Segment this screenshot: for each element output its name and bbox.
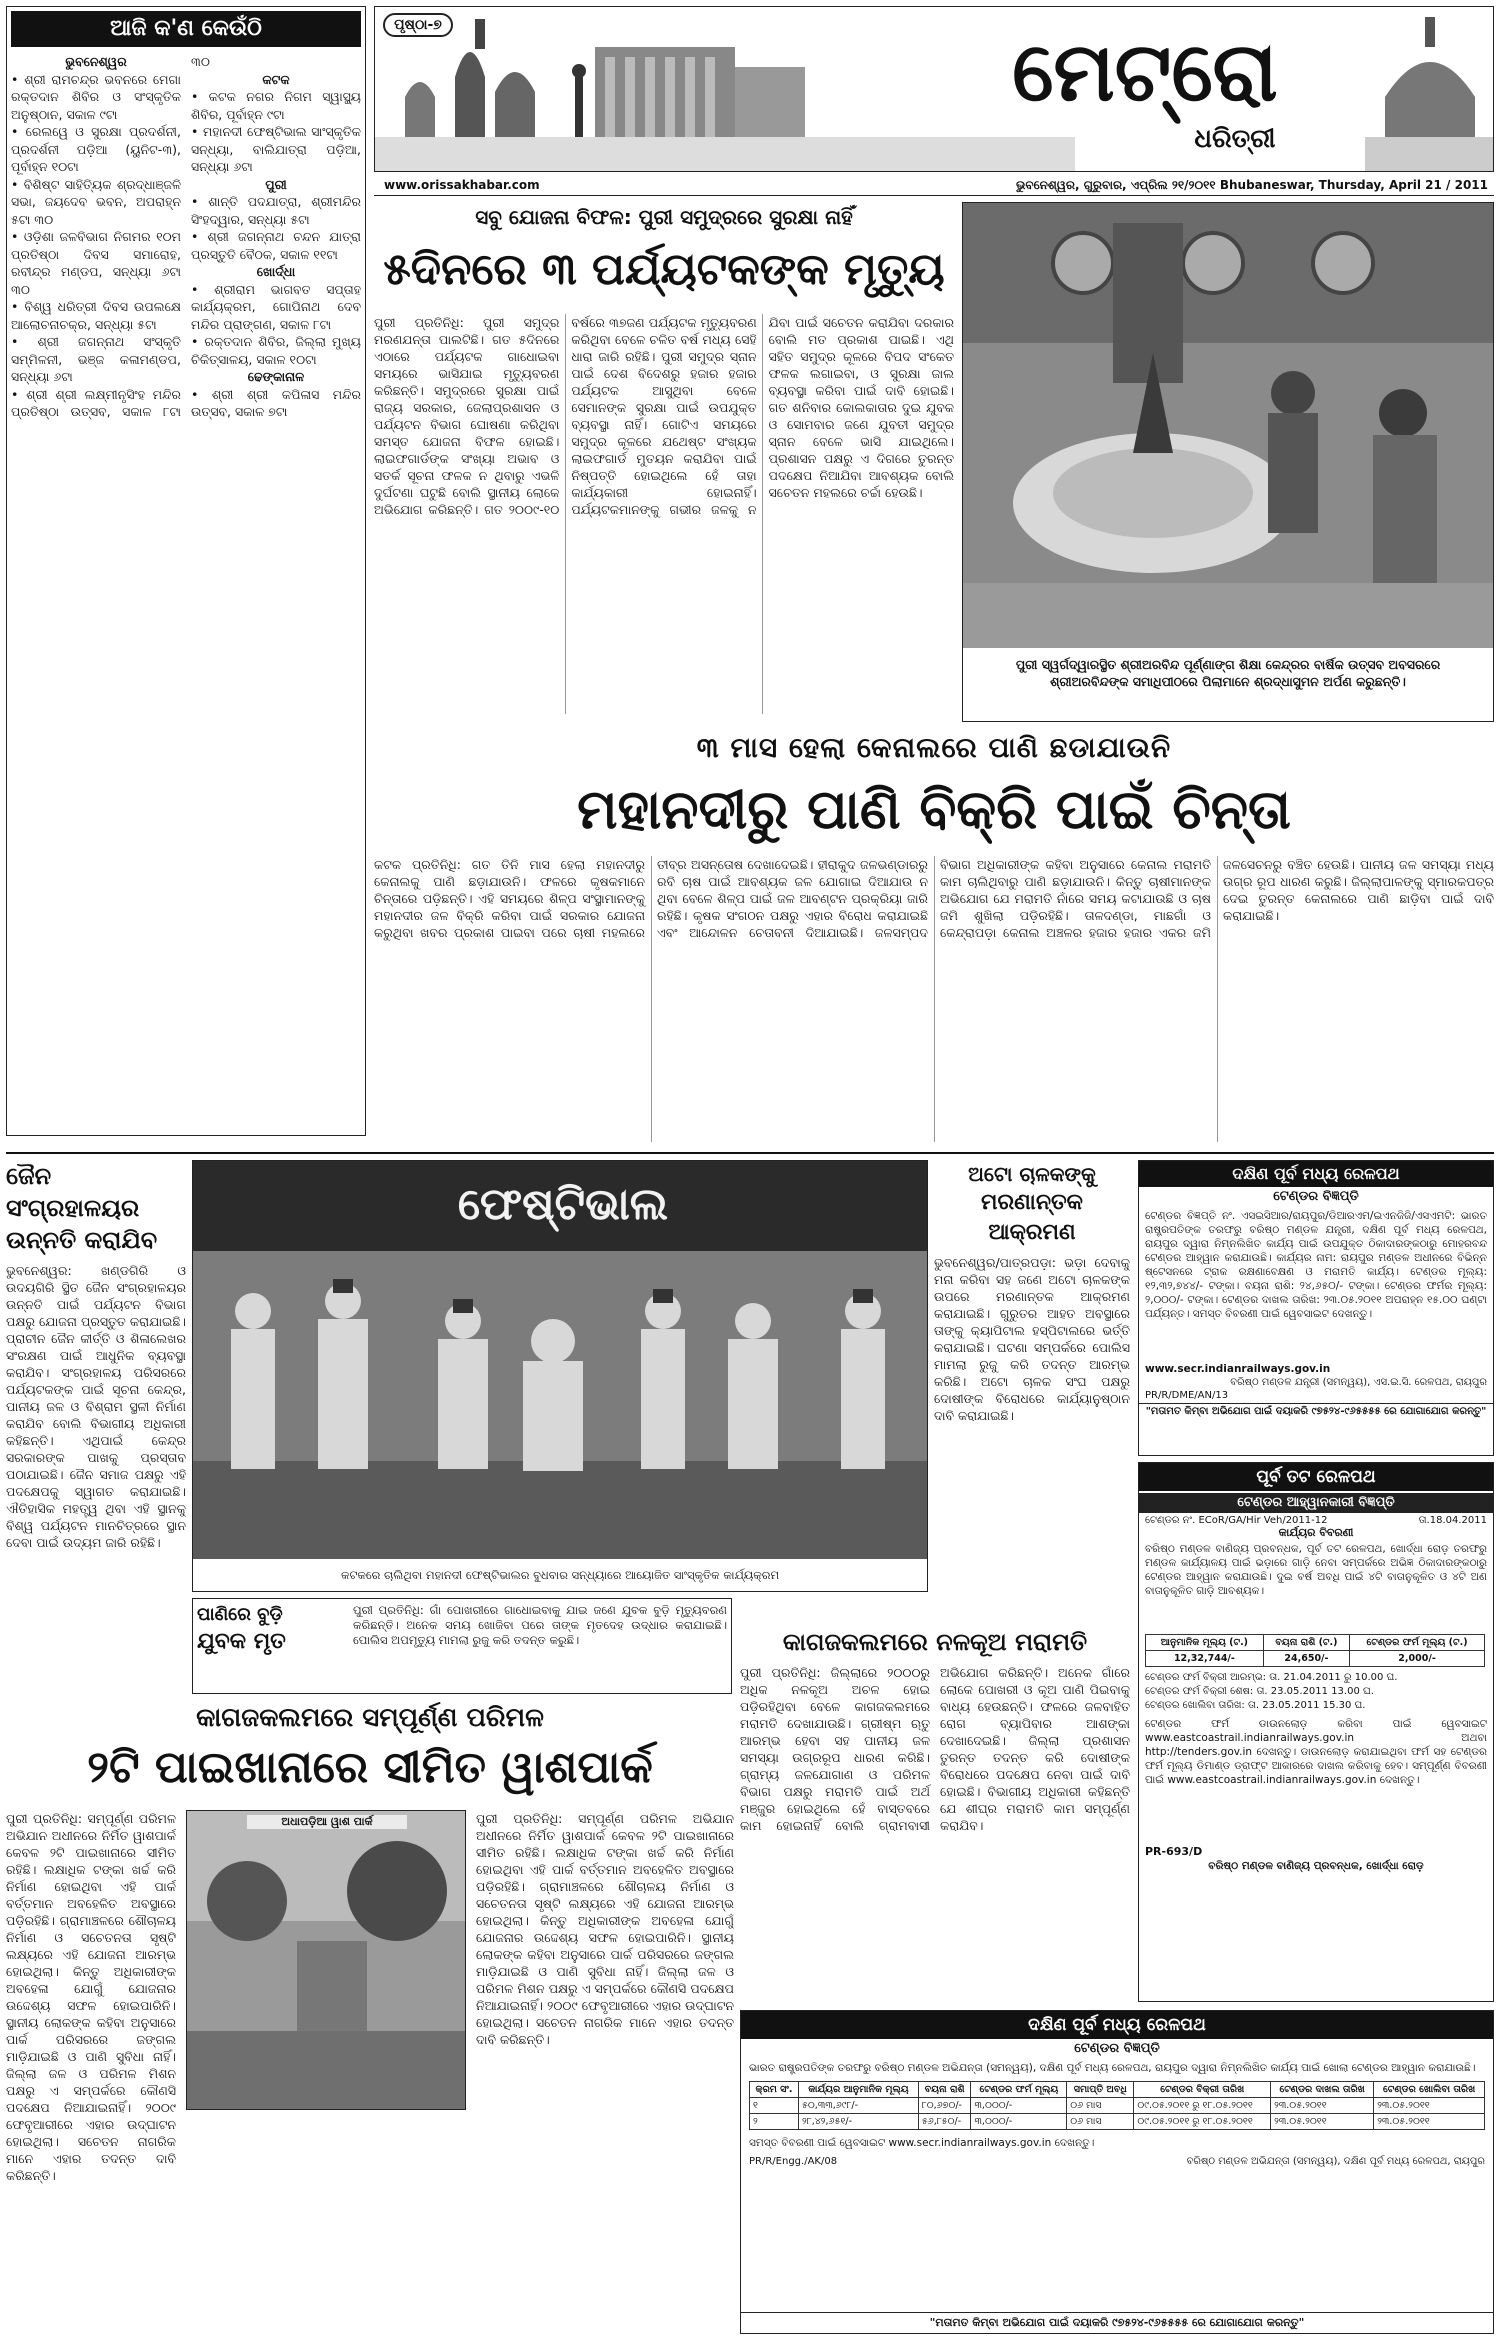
rail-ad3-header-cell: କାର୍ଯ୍ୟର ଆନୁମାନିକ ମୂଲ୍ୟ xyxy=(799,2082,919,2098)
events-city-heading: ଭୁବନେଶ୍ୱର xyxy=(65,54,127,69)
washpark-photo-label: ଅଧାପଡ଼ିଆ ୱାଶ ପାର୍କ xyxy=(247,1815,407,1829)
rail-ad2-fee-table xyxy=(1145,1634,1485,1667)
rail-ad3-note: ସମସ୍ତ ବିବରଣୀ ପାଇଁ ୱେବସାଇଟ www.secr.indianrailways.gov.in ଦେଖନ୍ତୁ। xyxy=(749,2137,1095,2149)
section-divider xyxy=(6,1152,1494,1154)
events-item: • ଶ୍ରୀ ଜଗନ୍ନାଥ ସଂସ୍କୃତି ସମ୍ମିଳନୀ, ଭଞ୍ଜ କଳାମଣ୍ଡପ, ସନ୍ଧ୍ୟା ୬ଟା xyxy=(11,334,181,384)
festival-photo xyxy=(192,1160,928,1592)
events-item: • ମହାନଦୀ ଫେଷ୍ଟିଭାଲ ସାଂସ୍କୃତିକ ସନ୍ଧ୍ୟା, ବାଲିଯାତ୍ରା ପଡ଼ିଆ, ସନ୍ଧ୍ୟା ୬ଟା xyxy=(191,124,361,174)
rail-ad3-cell: ୨୩.୦୫.୨୦୧୧ xyxy=(1374,2098,1485,2114)
sanitation-story-body-text: ପୁରୀ ପ୍ରତିନିଧି: ସମ୍ପୂର୍ଣ୍ଣ ପରିମଳ ଅଭିଯାନ ଅଧୀନରେ ନିର୍ମିତ ୱାଶପାର୍କ କେବଳ ୨ଟି ପାଇଖାନାରେ ସୀମିତ ରହିଛି। ଲକ୍ଷାଧିକ ଟଙ୍କା ଖର୍ଚ୍ଚ କରି ନିର୍ମାଣ ହୋଇଥିବା ଏହି ପାର୍କ ବର୍ତ୍ତମାନ ଅବହେଳିତ ଅବସ୍ଥାରେ ପଡ଼ିରହିଛି। ଗ୍ରାମାଞ୍ଚଳରେ ଶୌଚାଳୟ ନିର୍ମାଣ ଓ ସଚେତନତା ସୃଷ୍ଟି ଲକ୍ଷ୍ୟରେ ଏହି ଯୋଜନା ଆରମ୍ଭ ହୋଇଥିଲା। କିନ୍ତୁ ଅଧିକାରୀଙ୍କ ଅବହେଳା ଯୋଗୁଁ ଯୋଜନାର ଉଦ୍ଦେଶ୍ୟ ସଫଳ ହୋଇପାରିନି। ସ୍ଥାନୀୟ ଲୋକଙ୍କ କହିବା ଅନୁସାରେ ପାର୍କ ପରିସରରେ ଜଙ୍ଗଲ ମାଡ଼ିଯାଇଛି ଓ ପାଣି ସୁବିଧା ନାହିଁ। ଜିଲ୍ଲା ଜଳ ଓ ପରିମଳ ମିଶନ ପକ୍ଷରୁ ଏ ସମ୍ପର୍କରେ କୌଣସି ପଦକ୍ଷେପ ନିଆଯାଇନାହିଁ। ୨୦୦୯ ଫେବୃଆରୀରେ ଏହାର ଉଦ୍‌ଘାଟନ ହୋଇଥିଲା। ସଚେତନ ନାଗରିକ ମାନେ ଏହାର ତଦନ୍ତ ଦାବି କରିଛନ୍ତି। xyxy=(476,1811,734,2047)
rail-ad2-ref: PR-693/D xyxy=(1145,1845,1203,1858)
ceremony-photo xyxy=(963,203,1493,648)
drown-story-heading xyxy=(197,1603,347,1657)
rail-ad2-work-title: କାର୍ଯ୍ୟର ବିବରଣୀ xyxy=(1278,1526,1354,1539)
rail-ad1-subheader: ଟେଣ୍ଡର ବିଜ୍ଞପ୍ତି xyxy=(1273,1189,1359,1204)
masthead xyxy=(374,6,1494,172)
events-item: • ଶାନ୍ତି ପଦଯାତ୍ରା, ଶ୍ରୀମନ୍ଦିର ସିଂହଦ୍ୱାର, ସନ୍ଧ୍ୟା ୫ଟା xyxy=(191,194,361,227)
rail-ad1-body: ଟେଣ୍ଡର ବିଜ୍ଞପ୍ତି ନଂ. ଏସଇସିଆର/ରାୟପୁର/ଡିଆରଏମ/ଇଏନଜିଜି/ଏସଏମଟି: ଭାରତ ରାଷ୍ଟ୍ରପତିଙ୍କ ତରଫରୁ ବରିଷ୍ଠ ମଣ୍ଡଳ ଯନ୍ତ୍ରୀ, ଦକ୍ଷିଣ ପୂର୍ବ ମଧ୍ୟ ରେଳପଥ, ରାୟପୁର ଦ୍ୱାରା ନିମ୍ନଲିଖିତ କାର୍ଯ୍ୟ ପାଇଁ ଉପଯୁକ୍ତ ଠିକାଦାରଙ୍କଠାରୁ ମୋହରବନ୍ଦ ଟେଣ୍ଡର ଆହ୍ୱାନ କରାଯାଉଛି। କାର୍ଯ୍ୟର ନାମ: ରାୟପୁର ମଣ୍ଡଳ ଅଧୀନରେ ବିଭିନ୍ନ ଷ୍ଟେସନରେ ଟ୍ରାକ ରକ୍ଷଣାବେକ୍ଷଣ ଓ ମରାମତି କାର୍ଯ୍ୟ। ଟେଣ୍ଡର ମୂଲ୍ୟ: ୧୨,୩୨,୭୪୪/- ଟଙ୍କା। ବୟନା ରାଶି: ୨୪,୬୫୦/- ଟଙ୍କା। ଟେଣ୍ଡର ଫର୍ମର ମୂଲ୍ୟ: ୨,୦୦୦/- ଟଙ୍କା। ଟେଣ୍ଡର ଦାଖଲ ତାରିଖ: ୨୩.୦୫.୨୦୧୧ ଅପରାହ୍ନ ୧୫.୦୦ ଘଣ୍ଟା ପର୍ଯ୍ୟନ୍ତ। ସମସ୍ତ ବିବରଣୀ ପାଇଁ ୱେବସାଇଟ ଦେଖନ୍ତୁ। xyxy=(1145,1210,1487,1320)
rail-ad3-ref: PR/R/Engg./AK/08 xyxy=(749,2156,838,2167)
sanitation-story-headline: ୨ଟି ପାଇଖାନାରେ ସୀମିତ ୱାଶପାର୍କ xyxy=(87,1742,653,1793)
table-row xyxy=(750,2098,1485,2114)
rail-ad3-cell: ୫୦,୩୩,୬୯୮/- xyxy=(799,2098,919,2114)
events-city-heading: ପୁରୀ xyxy=(265,176,287,192)
rail-ad2-header: ପୂର୍ବ ତଟ ରେଳପଥ xyxy=(1139,1463,1493,1491)
canal-story-headline: ମହାନଦୀରୁ ପାଣି ବିକ୍ରି ପାଇଁ ଚିନ୍ତା xyxy=(577,777,1291,841)
events-city-heading: ଢେଙ୍କାନାଳ xyxy=(247,369,305,384)
drown-story xyxy=(192,1598,732,1694)
rail-ad3-cell: ୦୯.୦୫.୨୦୧୧ ରୁ ୧୮.୦୫.୨୦୧୧ xyxy=(1134,2114,1271,2130)
rail-ad3-cell: ୦୯.୦୫.୨୦୧୧ ରୁ ୧୮.୦୫.୨୦୧୧ xyxy=(1134,2098,1271,2114)
events-item: • ଶ୍ରୀ ଶ୍ରୀ କପିଳାସ ମନ୍ଦିର ଉତ୍ସବ, ସକାଳ ୭ଟା xyxy=(191,386,361,419)
rail-ad3-footer: "ମତାମତ କିମ୍ବା ଅଭିଯୋଗ ପାଇଁ ଦୟାକରି ୯୭୫୨୪-୯୬୫୫୫୫ ରେ ଯୋଗାଯୋଗ କରନ୍ତୁ" xyxy=(741,2312,1493,2333)
auto-story xyxy=(934,1160,1130,1620)
events-item: • ରକ୍ତଦାନ ଶିବିର, ଜିଲ୍ଲା ମୁଖ୍ୟ ଚିକିତ୍ସାଳୟ, ସକାଳ ୧୦ଟା xyxy=(191,334,361,367)
rail-ad3-cell: ୨୩.୦୫.୨୦୧୧ xyxy=(1271,2114,1374,2130)
events-column xyxy=(6,6,366,1136)
events-body xyxy=(11,53,361,421)
rail-ad3-cell: ୮୦,୬୭୦/- xyxy=(918,2098,971,2114)
rail-ad2-subheader: ଟେଣ୍ଡର ଆହ୍ୱାନକାରୀ ବିଜ୍ଞପ୍ତି xyxy=(1139,1493,1493,1513)
washpark-photo xyxy=(186,1810,466,2110)
rail-ad3-cell: ୩,୦୦୦/- xyxy=(971,2114,1067,2130)
festival-banner-text: ଫେଷ୍ଟିଭାଲ xyxy=(457,1179,669,1230)
events-item: • ଶ୍ରୀ ଜଗନ୍ନାଥ ଚନ୍ଦନ ଯାତ୍ରା ପ୍ରସ୍ତୁତି ବୈଠକ, ସକାଳ ୧୧ଟା xyxy=(191,229,361,262)
website-label[interactable]: www.orissakhabar.com xyxy=(384,178,540,192)
sanitation-story xyxy=(6,1700,734,2330)
rail-ad3-header-cell: ଟେଣ୍ଡର ଫର୍ମ ମୂଲ୍ୟ xyxy=(971,2082,1067,2098)
jain-story-headline: ଜୈନ ସଂଗ୍ରହାଳୟର ଉନ୍ନତି କରାଯିବ xyxy=(6,1162,158,1254)
drain-story-body: ପୁରୀ ପ୍ରତିନିଧି: ଜିଲ୍ଲାରେ ୨୦୦୦ରୁ ଅଧିକ ନଳକୂଅ ଅଚଳ ହୋଇ ପଡ଼ିରହିଥିବା ବେଳେ କାଗଜକଲମରେ ମରାମତି ଦେଖାଯାଉଛି। ଗ୍ରୀଷ୍ମ ଋତୁ ଆରମ୍ଭ ହେବା ସହ ପାନୀୟ ଜଳ ସମସ୍ୟା ଉଗ୍ରରୂପ ଧାରଣ କରିଛି। ଗ୍ରାମ୍ୟ ଜଳଯୋଗାଣ ଓ ପରିମଳ ବିଭାଗ ପକ୍ଷରୁ ମରାମତି ପାଇଁ ଅର୍ଥ ମଞ୍ଜୁର ହୋଇଥିଲେ ହେଁ ବାସ୍ତବରେ କାମ ହୋଇନାହିଁ ବୋଲି ଗ୍ରାମବାସୀ ଅଭିଯୋଗ କରିଛନ୍ତି। ଅନେକ ଗାଁରେ ଲୋକେ ପୋଖରୀ ଓ କୂଅ ପାଣି ପିଇବାକୁ ବାଧ୍ୟ ହେଉଛନ୍ତି। ଫଳରେ ଜଳବାହିତ ରୋଗ ବ୍ୟାପିବାର ଆଶଙ୍କା ଦେଖାଦେଇଛି। ଜିଲ୍ଲା ପ୍ରଶାସନ ତୁରନ୍ତ ତଦନ୍ତ କରି ଦୋଷୀଙ୍କ ବିରୋଧରେ ପଦକ୍ଷେପ ନେବା ପାଇଁ ଦାବି ହୋଇଛି। ବିଭାଗୀୟ ଅଧିକାରୀ କହିଛନ୍ତି ଯେ ଶୀଘ୍ର ମରାମତି କାମ ସମ୍ପୂର୍ଣ୍ଣ କରାଯିବ। xyxy=(740,1665,1130,1833)
rail-ad3-table xyxy=(749,2081,1485,2130)
rail-ad2-dates xyxy=(1139,1669,1493,1715)
rail-ad3-cell: ୨୮,୪୨,୬୫୧/- xyxy=(799,2114,919,2130)
lead-story-body: ପୁରୀ ପ୍ରତିନିଧି: ପୁରୀ ସମୁଦ୍ର ମରଣଯନ୍ତା ପାଲଟିଛି। ଗତ ୫ଦିନରେ ଏଠାରେ ପର୍ଯ୍ୟଟକ ଗାଧୋଇବା ସମୟରେ ଭାସିଯାଇ ମୃତ୍ୟୁବରଣ କରିଛନ୍ତି। ସମୁଦ୍ରରେ ସୁରକ୍ଷା ପାଇଁ ରାଜ୍ୟ ସରକାର, ଜେଲାପ୍ରଶାସନ ଓ ପର୍ଯ୍ୟଟନ ବିଭାଗ ଘୋଷଣା କରିଥିବା ସମସ୍ତ ଯୋଜନା ବିଫଳ ହୋଇଛି। ଲାଇଫଗାର୍ଡଙ୍କ ସଂଖ୍ୟା ଅଭାବ ଓ ସତର୍କ ସୂଚନା ଫଳକ ନ ଥିବାରୁ ଏଭଳି ଦୁର୍ଘଟଣା ଘଟୁଛି ବୋଲି ସ୍ଥାନୀୟ ଲୋକେ ଅଭିଯୋଗ କରିଛନ୍ତି। ଗତ ୨୦୦୯-୧୦ ବର୍ଷରେ ୩୭ଜଣ ପର୍ଯ୍ୟଟକ ମୃତ୍ୟୁବରଣ କରିଥିବା ବେଳେ ଚଳିତ ବର୍ଷ ମଧ୍ୟ ସେହି ଧାରା ଜାରି ରହିଛି। ପୁରୀ ସମୁଦ୍ର ସ୍ନାନ ପାଇଁ ଦେଶ ବିଦେଶରୁ ହଜାର ହଜାର ପର୍ଯ୍ୟଟକ ଆସୁଥିବା ବେଳେ ସେମାନଙ୍କ ସୁରକ୍ଷା ପାଇଁ ଉପଯୁକ୍ତ ବ୍ୟବସ୍ଥା ନାହିଁ। ଗୋଟିଏ ସମୟରେ ସମୁଦ୍ର କୂଳରେ ଯଥେଷ୍ଟ ସଂଖ୍ୟକ ଲାଇଫଗାର୍ଡ ମୁତୟନ କରାଯିବା ପାଇଁ ନିଷ୍ପତ୍ତି ହୋଇଥିଲେ ହେଁ ତାହା କାର୍ଯ୍ୟକାରୀ ହୋଇନାହିଁ। ପର୍ଯ୍ୟଟକମାନଙ୍କୁ ଗଭୀର ଜଳକୁ ନ ଯିବା ପାଇଁ ସଚେତନ କରାଯିବା ଦରକାର ବୋଲି ମତ ପ୍ରକାଶ ପାଇଛି। ଏଥି ସହିତ ସମୁଦ୍ର କୂଳରେ ବିପଦ ସଂକେତ ଫଳକ ଲଗାଇବା, ଓ ସୁରକ୍ଷା ଜାଲ ବ୍ୟବସ୍ଥା କରିବା ପାଇଁ ଦାବି ହୋଇଛି। ଗତ ଶନିବାର କୋଲକାତାର ଦୁଇ ଯୁବକ ଓ ସୋମବାର ଜଣେ ଯୁବତୀ ସମୁଦ୍ର ସ୍ନାନ ବେଳେ ଭାସି ଯାଇଥିଲେ। ପ୍ରଶାସନ ପକ୍ଷରୁ ଏ ଦିଗରେ ତୁରନ୍ତ ପଦକ୍ଷେପ ନିଆଯିବା ଆବଶ୍ୟକ ବୋଲି ସଚେତନ ମହଲରେ ଚର୍ଚ୍ଚା ହେଉଛି। xyxy=(374,315,954,517)
events-item: • ଓଡ଼ିଶା ଜଳବିଭାଗ ନିଗମର ୧୦ମ ପ୍ରତିଷ୍ଠା ଦିବସ ସମାରୋହ, ରବୀନ୍ଦ୍ର ମଣ୍ଡପ, ସନ୍ଧ୍ୟା ୬ଟା ୩୦ xyxy=(11,229,181,297)
canal-story-kicker: ୩ ମାସ ହେଲା କେନାଲରେ ପାଣି ଛଡାଯାଉନି xyxy=(696,731,1172,764)
rail-ad3-cell: ୫୬,୮୫୦/- xyxy=(918,2114,971,2130)
rail-ad3-header: ଦକ୍ଷିଣ ପୂର୍ବ ମଧ୍ୟ ରେଳପଥ xyxy=(741,2011,1493,2039)
events-item: • ବିଶ୍ୱ ଧରିତ୍ରୀ ଦିବସ ଉପଲକ୍ଷେ ଆଲୋଚନାଚକ୍ର, ସନ୍ଧ୍ୟା ୫ଟା xyxy=(11,299,181,332)
rail-ad1-footer: "ମତାମତ କିମ୍ବା ଅଭିଯୋଗ ପାଇଁ ଦୟାକରି ୯୭୫୨୪-୯୬୫୫୫୫ ରେ ଯୋଗାଯୋଗ କରନ୍ତୁ" xyxy=(1139,1403,1493,1417)
rail-ad-ecor xyxy=(1138,1462,1494,2002)
top-photo-caption: ପୁରୀ ସ୍ୱର୍ଗଦ୍ୱାରସ୍ଥିତ ଶ୍ରୀଅରବିନ୍ଦ ପୂର୍ଣ୍ଣାଙ୍ଗ ଶିକ୍ଷା କେନ୍ଦ୍ରର ବାର୍ଷିକ ଉତ୍ସବ ଅବସରରେ ଶ୍ରୀଅରବିନ୍ଦଙ୍କ ସମାଧିପୀଠରେ ପିଲାମାନେ ଶ୍ରଦ୍ଧାସୁମନ ଅର୍ପଣ କରୁଛନ୍ତି। xyxy=(1015,657,1441,689)
rail-ad3-cell: ୨୩.୦୫.୨୦୧୧ xyxy=(1374,2114,1485,2130)
lead-story-kicker: ସବୁ ଯୋଜନା ବିଫଳ: ପୁରୀ ସମୁଦ୍ରରେ ସୁରକ୍ଷା ନାହିଁ xyxy=(475,205,853,229)
rail-ad3-header-cell: ସମାପ୍ତି ଅବଧି xyxy=(1067,2082,1134,2098)
rail-ad-secr-2 xyxy=(740,2010,1494,2334)
rail-ad2-date-row: ଟେଣ୍ଡର ଖୋଲିବା ତାରିଖ: ତା. 23.05.2011 15.30 ଘ. xyxy=(1145,1700,1366,1711)
lead-story-headline: ୫ଦିନରେ ୩ ପର୍ଯ୍ୟଟକଙ୍କ ମୃତ୍ୟୁ xyxy=(383,244,945,295)
auto-story-headline: ମରଣାନ୍ତକ ଆକ୍ରମଣ xyxy=(981,1190,1083,1245)
rail-ad2-val: 2,000/- xyxy=(1350,1651,1485,1667)
rail-ad2-date: ତା.18.04.2011 xyxy=(1418,1515,1487,1526)
drain-story xyxy=(740,1626,1130,2006)
rail-ad3-intro: ଭାରତ ରାଷ୍ଟ୍ରପତିଙ୍କ ତରଫରୁ ବରିଷ୍ଠ ମଣ୍ଡଳ ଅଭିଯନ୍ତା (ସମନ୍ୱୟ), ଦକ୍ଷିଣ ପୂର୍ବ ମଧ୍ୟ ରେଳପଥ, ରାୟପୁର ଦ୍ୱାରା ନିମ୍ନଲିଖିତ କାର୍ଯ୍ୟ ପାଇଁ ଖୋଲା ଟେଣ୍ଡର ଆହ୍ୱାନ କରାଯାଉଛି। xyxy=(749,2062,1476,2074)
lead-story xyxy=(374,202,954,722)
jain-story-body: ଭୁବନେଶ୍ୱର: ଖଣ୍ଡଗିରି ଓ ଉଦୟଗିରି ସ୍ଥିତ ଜୈନ ସଂଗ୍ରହାଳୟର ଉନ୍ନତି ପାଇଁ ପର୍ଯ୍ୟଟନ ବିଭାଗ ପକ୍ଷରୁ ଯୋଜନା ପ୍ରସ୍ତୁତ କରାଯାଇଛି। ପ୍ରାଚୀନ ଜୈନ କୀର୍ତ୍ତି ଓ ଶିଳାଲେଖର ସଂରକ୍ଷଣ ପାଇଁ ଆଧୁନିକ ବ୍ୟବସ୍ଥା କରାଯିବ। ସଂଗ୍ରହାଳୟ ପରିସରରେ ପର୍ଯ୍ୟଟକଙ୍କ ପାଇଁ ସୂଚନା କେନ୍ଦ୍ର, ପାନୀୟ ଜଳ ଓ ବିଶ୍ରାମ ସ୍ଥଳୀ ନିର୍ମାଣ କରାଯିବ ବୋଲି ବିଭାଗୀୟ ଅଧିକାରୀ କହିଛନ୍ତି। ଏଥିପାଇଁ କେନ୍ଦ୍ର ସରକାରଙ୍କ ପାଖକୁ ପ୍ରସ୍ତାବ ପଠାଯାଇଛି। ଜୈନ ସମାଜ ପକ୍ଷରୁ ଏହି ପଦକ୍ଷେପକୁ ସ୍ୱାଗତ କରାଯାଇଛି। ଐତିହାସିକ ମହତ୍ତ୍ୱ ଥିବା ଏହି ସ୍ଥାନକୁ ବିଶ୍ୱ ପର୍ଯ୍ୟଟନ ମାନଚିତ୍ରରେ ସ୍ଥାନ ଦେବା ପାଇଁ ଉଦ୍ୟମ ଜାରି ରହିଛି। xyxy=(6,1263,186,1550)
rail-ad2-col: ବୟନା ରାଶି (ଟ.) xyxy=(1263,1635,1349,1651)
drown-story-headline: ଯୁବକ ମୃତ xyxy=(197,1629,286,1654)
auto-story-body: ଭୁବନେଶ୍ୱର/ପାତ୍ରପଡ଼ା: ଭଡ଼ା ଦେବାକୁ ମନା କରିବା ସହ ଜଣେ ଅଟୋ ଚାଳକଙ୍କ ଉପରେ ମରଣାନ୍ତକ ଆକ୍ରମଣ କରାଯାଇଛି। ଗୁରୁତର ଆହତ ଅବସ୍ଥାରେ ତାଙ୍କୁ କ୍ୟାପିଟାଲ ହସ୍ପିଟାଲରେ ଭର୍ତ୍ତି କରାଯାଇଛି। ଘଟଣା ସମ୍ପର୍କରେ ପୋଲିସ ମାମଲା ରୁଜୁ କରି ତଦନ୍ତ ଆରମ୍ଭ କରିଛି। ଅଟୋ ଚାଳକ ସଂଘ ପକ୍ଷରୁ ଦୋଷୀଙ୍କ ବିରୋଧରେ କାର୍ଯ୍ୟାନୁଷ୍ଠାନ ଦାବି କରାଯାଇଛି। xyxy=(934,1255,1130,1423)
rail-ad-secr-1 xyxy=(1138,1160,1494,1456)
rail-ad3-subheader: ଟେଣ୍ଡର ବିଜ୍ଞପ୍ତି xyxy=(1074,2041,1160,2056)
masthead-dome-illustration xyxy=(1365,7,1494,172)
rail-ad1-signature: ବରିଷ୍ଠ ମଣ୍ଡଳ ଯନ୍ତ୍ରୀ (ସମନ୍ୱୟ), ଏସ.ଇ.ସି. ରେଳପଥ, ରାୟପୁର xyxy=(1230,1377,1487,1388)
sanitation-story-body: ପୁରୀ ପ୍ରତିନିଧି: ସମ୍ପୂର୍ଣ୍ଣ ପରିମଳ ଅଭିଯାନ ଅଧୀନରେ ନିର୍ମିତ ୱାଶପାର୍କ କେବଳ ୨ଟି ପାଇଖାନାରେ ସୀମିତ ରହିଛି। ଲକ୍ଷାଧିକ ଟଙ୍କା ଖର୍ଚ୍ଚ କରି ନିର୍ମାଣ ହୋଇଥିବା ଏହି ପାର୍କ ବର୍ତ୍ତମାନ ଅବହେଳିତ ଅବସ୍ଥାରେ ପଡ଼ିରହିଛି। ଗ୍ରାମାଞ୍ଚଳରେ ଶୌଚାଳୟ ନିର୍ମାଣ ଓ ସଚେତନତା ସୃଷ୍ଟି ଲକ୍ଷ୍ୟରେ ଏହି ଯୋଜନା ଆରମ୍ଭ ହୋଇଥିଲା। କିନ୍ତୁ ଅଧିକାରୀଙ୍କ ଅବହେଳା ଯୋଗୁଁ ଯୋଜନାର ଉଦ୍ଦେଶ୍ୟ ସଫଳ ହୋଇପାରିନି। ସ୍ଥାନୀୟ ଲୋକଙ୍କ କହିବା ଅନୁସାରେ ପାର୍କ ପରିସରରେ ଜଙ୍ଗଲ ମାଡ଼ିଯାଇଛି ଓ ପାଣି ସୁବିଧା ନାହିଁ। ଜିଲ୍ଲା ଜଳ ଓ ପରିମଳ ମିଶନ ପକ୍ଷରୁ ଏ ସମ୍ପର୍କରେ କୌଣସି ପଦକ୍ଷେପ ନିଆଯାଇନାହିଁ। ୨୦୦୯ ଫେବୃଆରୀରେ ଏହାର ଉଦ୍‌ଘାଟନ ହୋଇଥିଲା। ସଚେତନ ନାଗରିକ ମାନେ ଏହାର ତଦନ୍ତ ଦାବି କରିଛନ୍ତି। xyxy=(6,1811,176,2183)
rail-ad3-cell: ୩,୦୦୦/- xyxy=(971,2098,1067,2114)
auto-story-kicker: ଅଟୋ ଚାଳକଙ୍କୁ xyxy=(968,1162,1096,1186)
rail-ad3-header-cell: ଟେଣ୍ଡର ବିକ୍ରୀ ତାରିଖ xyxy=(1134,2082,1271,2098)
rail-ad2-footer: ବରିଷ୍ଠ ମଣ୍ଡଳ ବାଣିଜ୍ୟ ପ୍ରବନ୍ଧକ, ଖୋର୍ଦ୍ଧା ରୋଡ଼ xyxy=(1208,1860,1424,1872)
events-item: • ବିଶିଷ୍ଟ ସାହିତ୍ୟିକ ଶ୍ରଦ୍ଧାଞ୍ଜଳି ସଭା, ଜୟଦେବ ଭବନ, ଅପରାହ୍ନ ୫ଟା ୩୦ xyxy=(11,176,181,227)
washpark-photo-image xyxy=(187,1811,465,2109)
rail-ad3-cell: ୧ xyxy=(750,2098,799,2114)
events-city-heading: ଖୋର୍ଦ୍ଧା xyxy=(256,264,296,279)
masthead-title: ମେଟ୍ରୋ xyxy=(1012,24,1278,120)
canal-story-body: କଟକ ପ୍ରତିନିଧି: ଗତ ତିନି ମାସ ହେଲା ମହାନଦୀରୁ କେନାଲକୁ ପାଣି ଛଡ଼ାଯାଉନି। ଫଳରେ କୃଷକମାନେ ଚିନ୍ତାରେ ପଡ଼ିଛନ୍ତି। ଏହି ସମୟରେ ଶିଳ୍ପ ସଂସ୍ଥାମାନଙ୍କୁ ମହାନଦୀର ଜଳ ବିକ୍ରି କରିବା ପାଇଁ ସରକାର ଯୋଜନା କରୁଥିବା ଖବର ପ୍ରକାଶ ପାଇବା ପରେ ଚାଷୀ ମହଲରେ ତୀବ୍ର ଅସନ୍ତୋଷ ଦେଖାଦେଇଛି। ହୀରାକୁଦ ଜଳଭଣ୍ଡାରରୁ ରବି ଚାଷ ପାଇଁ ଆବଶ୍ୟକ ଜଳ ଯୋଗାଇ ଦିଆଯାଉ ନ ଥିବା ବେଳେ ଶିଳ୍ପ ପାଇଁ ଜଳ ଆବଣ୍ଟନ ପ୍ରକ୍ରିୟା ଜାରି ରହିଛି। କୃଷକ ସଂଗଠନ ପକ୍ଷରୁ ଏହାର ବିରୋଧ କରାଯାଇଛି ଏବଂ ଆନ୍ଦୋଳନ ଚେତାବନୀ ଦିଆଯାଇଛି। ଜଳସମ୍ପଦ ବିଭାଗ ଅଧିକାରୀଙ୍କ କହିବା ଅନୁସାରେ କେନାଲ ମରାମତି କାମ ଚାଲିଥିବାରୁ ପାଣି ଛଡ଼ାଯାଉନି। କିନ୍ତୁ ଚାଷୀମାନଙ୍କ ଅଭିଯୋଗ ଯେ ମରାମତି ନାଁରେ ସମୟ କଟାଯାଉଛି ଓ ଚାଷ ଜମି ଶୁଖିଲା ପଡ଼ିରହିଛି। ତାଳଦଣ୍ଡା, ମାଛଗାଁ ଓ କେନ୍ଦ୍ରାପଡ଼ା କେନାଲ ଅଞ୍ଚଳର ହଜାର ହଜାର ଏକର ଜମି ଜଳସେଚନରୁ ବଞ୍ଚିତ ହେଉଛି। ପାନୀୟ ଜଳ ସମସ୍ୟା ମଧ୍ୟ ଉଗ୍ର ରୂପ ଧାରଣ କରୁଛି। ଜିଲ୍ଲାପାଳଙ୍କୁ ସ୍ମାରକପତ୍ର ଦେଇ ତୁରନ୍ତ କେନାଲରେ ପାଣି ଛାଡ଼ିବା ପାଇଁ ଦାବି କରାଯାଇଛି। xyxy=(374,857,1494,940)
events-item: • ଶ୍ରୀ ରାମଚନ୍ଦ୍ର ଭବନରେ ମେଗା ରକ୍ତଦାନ ଶିବିର ଓ ସଂସ୍କୃତିକ ଅନୁଷ୍ଠାନ, ସକାଳ ୯ଟା xyxy=(11,71,181,122)
drown-story-kicker: ପାଣିରେ ବୁଡ଼ି xyxy=(197,1604,283,1625)
rail-ad2-date-row: ଟେଣ୍ଡର ଫର୍ମ ବିକ୍ରୀ ଆରମ୍ଭ: ତା. 21.04.2011 ରୁ 10.00 ଘ. xyxy=(1145,1672,1398,1683)
table-row xyxy=(750,2114,1485,2130)
dateline-bar xyxy=(374,176,1494,196)
top-photo xyxy=(962,202,1494,722)
festival-photo-caption: କଟକରେ ଚାଲିଥିବା ମହାନଦୀ ଫେଷ୍ଟିଭାଲର ବୁଧବାର ସନ୍ଧ୍ୟାରେ ଆୟୋଜିତ ସାଂସ୍କୃତିକ କାର୍ଯ୍ୟକ୍ରମ xyxy=(340,1568,780,1582)
events-heading: ଆଜି କ'ଣ କେଉଁଠି xyxy=(11,11,361,47)
sanitation-story-body-continued xyxy=(476,1810,734,2325)
rail-ad1-ref: PR/R/DME/AN/13 xyxy=(1145,1390,1229,1401)
masthead-subtitle: ଧରିତ୍ରୀ xyxy=(1194,124,1276,154)
rail-ad2-date-row: ଟେଣ୍ଡର ଫର୍ମ ବିକ୍ରୀ ଶେଷ: ତା. 23.05.2011 13.00 ଘ. xyxy=(1145,1686,1374,1697)
canal-story xyxy=(374,728,1494,1148)
rail-ad3-header-cell: ବୟନା ରାଶି xyxy=(918,2082,971,2098)
events-item: • କଟକ ନଗର ନିଗମ ସ୍ୱାସ୍ଥ୍ୟ ଶିବିର, ପୂର୍ବାହ୍ନ ୯ଟା xyxy=(191,89,361,122)
dateline: ଭୁବନେଶ୍ୱର, ଗୁରୁବାର, ଏପ୍ରିଲ ୨୧/୨୦୧୧ Bhubaneswar, Thursday, April 21 / 2011 xyxy=(1015,178,1488,192)
rail-ad3-header-cell: କ୍ରମ ସଂ. xyxy=(750,2082,799,2098)
rail-ad3-cell: ୦୬ ମାସ xyxy=(1067,2098,1134,2114)
rail-ad3-header-cell: ଟେଣ୍ଡର ଖୋଲିବା ତାରିଖ xyxy=(1374,2082,1485,2098)
rail-ad1-header: ଦକ୍ଷିଣ ପୂର୍ବ ମଧ୍ୟ ରେଳପଥ xyxy=(1139,1161,1493,1187)
rail-ad3-cell: ୨୩.୦୫.୨୦୧୧ xyxy=(1271,2098,1374,2114)
events-item: • ରେଲୱେ ଓ ସୁରକ୍ଷା ପ୍ରଦର୍ଶନୀ, ପ୍ରଦର୍ଶନୀ ପଡ଼ିଆ (ୟୁନିଟ-୩), ପୂର୍ବାହ୍ନ ୧୦ଟା xyxy=(11,124,181,174)
rail-ad2-tender-no: ଟେଣ୍ଡର ନଂ. ECoR/GA/Hir Veh/2011-12 xyxy=(1145,1515,1328,1526)
rail-ad2-col: ଟେଣ୍ଡର ଫର୍ମ ମୂଲ୍ୟ (ଟ.) xyxy=(1350,1635,1485,1651)
rail-ad3-cell: ୨ xyxy=(750,2114,799,2130)
events-item: • ଶ୍ରୀରାମ ଭାଗବତ ସପ୍ତାହ କାର୍ଯ୍ୟକ୍ରମ, ଗୋପିନାଥ ଦେବ ମନ୍ଦିର ପ୍ରାଙ୍ଗଣ, ସକାଳ ୮ଟା xyxy=(191,281,361,332)
rail-ad2-body2: ଟେଣ୍ଡର ଫର୍ମ ଡାଉନଲୋଡ଼ କରିବା ପାଇଁ ୱେବସାଇଟ www.eastcoastrail.indianrailways.gov.in ଅଥବା http://tenders.gov.in ଦେଖନ୍ତୁ। ଡାଉନଲୋଡ଼ କରାଯାଇଥିବା ଫର୍ମ ସହ ଟେଣ୍ଡର ଫର୍ମ ମୂଲ୍ୟ ଡିମାଣ୍ଡ ଡ୍ରାଫ୍ଟ ଆକାରରେ ଦାଖଲ କରିବାକୁ ହେବ। ସମ୍ପୂର୍ଣ୍ଣ ବିବରଣୀ ପାଇଁ www.eastcoastrail.indianrailways.gov.in ଦେଖନ୍ତୁ। xyxy=(1145,1718,1487,1786)
rail-ad2-body: ବରିଷ୍ଠ ମଣ୍ଡଳ ବାଣିଜ୍ୟ ପ୍ରବନ୍ଧକ, ପୂର୍ବ ତଟ ରେଳପଥ, ଖୋର୍ଦ୍ଧା ରୋଡ଼ ତରଫରୁ ମଣ୍ଡଳ କାର୍ଯ୍ୟାଳୟ ପାଇଁ ଭଡ଼ାରେ ଗାଡ଼ି ନେବା ସମ୍ପର୍କରେ ଅଭିଜ୍ଞ ଠିକାଦାରଙ୍କଠାରୁ ଟେଣ୍ଡର ଆହ୍ୱାନ କରାଯାଉଛି। ଦୁଇ ବର୍ଷ ଅବଧି ପାଇଁ ୪ଟି ବାତାନୁକୂଳିତ ଓ ୪ଟି ଅଣ ବାତାନୁକୂଳିତ ଗାଡ଼ି ଆବଶ୍ୟକ। xyxy=(1145,1543,1487,1597)
page-number-badge: ପୃଷ୍ଠା-୭ xyxy=(383,13,453,37)
drown-story-body: ପୁରୀ ପ୍ରତିନିଧି: ଗାଁ ପୋଖରୀରେ ଗାଧୋଇବାକୁ ଯାଇ ଜଣେ ଯୁବକ ବୁଡ଼ି ମୃତ୍ୟୁବରଣ କରିଛନ୍ତି। ଅନେକ ସମୟ ଖୋଜିବା ପରେ ତାଙ୍କ ମୃତଦେହ ଉଦ୍ଧାର କରାଯାଇଛି। ପୋଲିସ ଅପମୃତ୍ୟୁ ମାମଲା ରୁଜୁ କରି ତଦନ୍ତ କରୁଛି। xyxy=(353,1603,727,1647)
rail-ad3-cell: ୦୬ ମାସ xyxy=(1067,2114,1134,2130)
events-item: • ଶ୍ରୀ ଶ୍ରୀ ଲକ୍ଷ୍ମୀନୃସିଂହ ମନ୍ଦିର ପ୍ରତିଷ୍ଠା ଉତ୍ସବ, ସକାଳ ୮ଟା ୩୦ xyxy=(11,54,210,419)
events-city-heading: କଟକ xyxy=(262,71,290,87)
sanitation-story-kicker: କାଗଜକଲମରେ ସମ୍ପୂର୍ଣ୍ଣ ପରିମଳ xyxy=(196,1703,544,1733)
drain-story-headline: କାଗଜକଲମରେ ନଳକୂଅ ମରାମତି xyxy=(782,1628,1088,1656)
jain-story xyxy=(6,1160,186,1630)
rail-ad3-signature: ବରିଷ୍ଠ ମଣ୍ଡଳ ଅଭିଯନ୍ତା (ସମନ୍ୱୟ), ଦକ୍ଷିଣ ପୂର୍ବ ମଧ୍ୟ ରେଳପଥ, ରାୟପୁର xyxy=(1186,2156,1485,2167)
rail-ad1-website[interactable]: www.secr.indianrailways.gov.in xyxy=(1145,1363,1331,1375)
rail-ad2-val: 12,32,744/- xyxy=(1146,1651,1264,1667)
rail-ad3-header-cell: ଟେଣ୍ଡର ଦାଖଲ ତାରିଖ xyxy=(1271,2082,1374,2098)
rail-ad2-col: ଆନୁମାନିକ ମୂଲ୍ୟ (ଟ.) xyxy=(1146,1635,1264,1651)
rail-ad2-val: 24,650/- xyxy=(1263,1651,1349,1667)
